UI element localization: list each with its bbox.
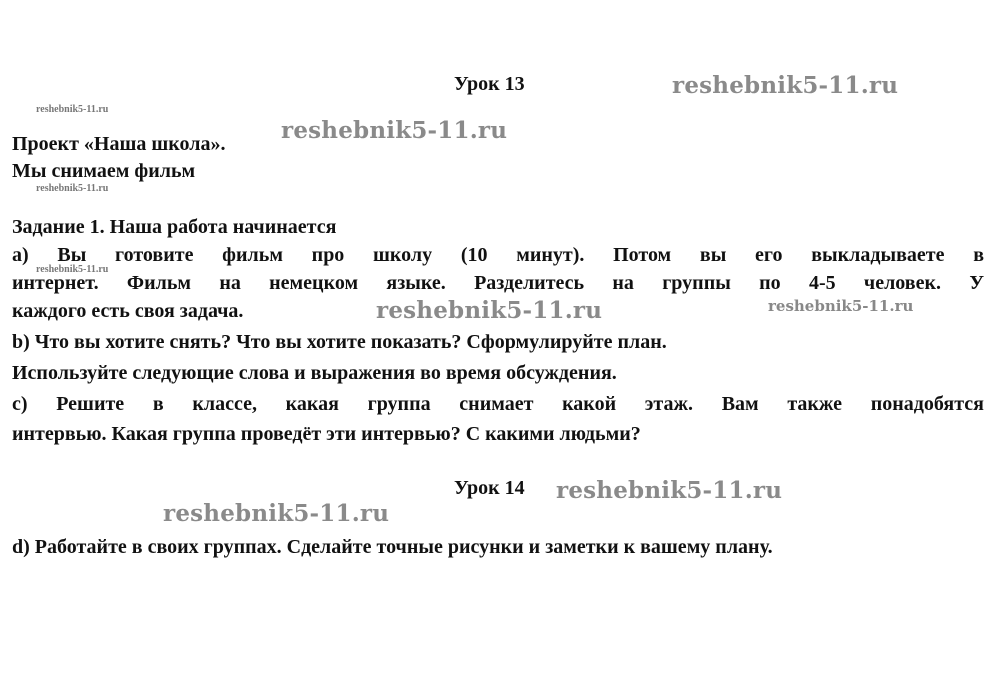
task-1-title: Задание 1. Наша работа начинается [12,216,337,238]
lesson-13-heading: Урок 13 [454,73,525,95]
lesson-14-heading: Урок 14 [454,477,525,499]
watermark-title: reshebnik5-11.ru [281,117,508,144]
watermark-middle: reshebnik5-11.ru [376,297,603,324]
task-a-line-1: а) Вы готовите фильм про школу (10 минут). Потом вы его выкладываете в [12,244,984,266]
task-b: b) Что вы хотите снять? Что вы хотите показать? Сформулируйте план. [12,331,667,353]
watermark-lesson-14: reshebnik5-11.ru [556,477,783,504]
task-c-line-2: интервью. Какая группа проведёт эти интервью? С какими людьми? [12,423,641,445]
watermark-lower-left: reshebnik5-11.ru [163,500,390,527]
project-title: Проект «Наша школа». [12,133,226,155]
task-a-line-2: интернет. Фильм на немецком языке. Разделитесь на группы по 4-5 человек. У [12,272,984,294]
project-subtitle: Мы снимаем фильм [12,160,196,182]
task-b-extra: Используйте следующие слова и выражения во время обсуждения. [12,362,617,384]
task-d: d) Работайте в своих группах. Сделайте точные рисунки и заметки к вашему плану. [12,536,773,558]
task-a-line-3: каждого есть своя задача. [12,300,244,322]
watermark-top-right: reshebnik5-11.ru [672,72,899,99]
watermark-small-2: reshebnik5-11.ru [36,183,109,194]
task-c-line-1: c) Решите в классе, какая группа снимает какой этаж. Вам также понадобятся [12,393,984,415]
watermark-small-1: reshebnik5-11.ru [36,104,109,115]
watermark-small-3: reshebnik5-11.ru [36,264,109,275]
watermark-middle-right: reshebnik5-11.ru [768,297,914,315]
